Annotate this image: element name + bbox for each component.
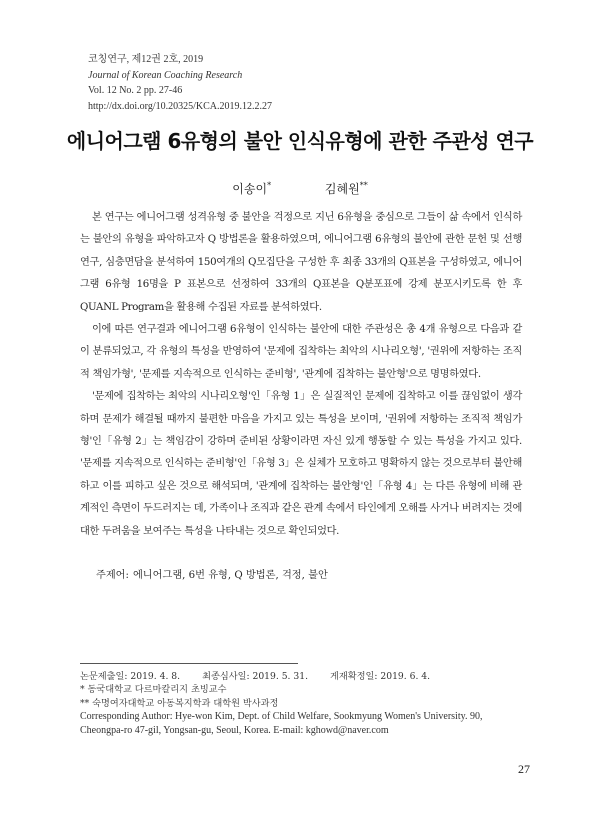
keywords-text: 에니어그램, 6번 유형, Q 방법론, 걱정, 불안	[132, 570, 328, 581]
author-1-mark: *	[267, 181, 272, 190]
abstract-paragraph-2: 이에 따른 연구결과 에니어그램 6유형이 인식하는 불안에 대한 주관성은 총 4개 유형으로 다음과 같이 분류되었고, 각 유형의 특성을 반영하여 '문제에 집착하는 최악의 시나리오형', '권위에 저항하는 조직적 책임가형', '문제를 지속적으로 인식하는 준비형', '관계에 집착하는 불안형'으로 명명하였다.	[80, 324, 522, 380]
accepted-date: 게재확정일: 2019. 6. 4.	[330, 671, 431, 682]
abstract-paragraph-3: '문제에 집착하는 최악의 시나리오형'인「유형 1」은 실질적인 문제에 집착하고 이를 끊임없이 생각하며 문제가 해결될 때까지 불편한 마음을 가지고 있는 특성을 보이며, '권위에 저항하는 조직적 책임가형'인「유형 2」는 책임감이 강하며 준비된 상황이라면 자신 있게 행동할 수 있는 특성을 가지고 있다. '문제를 지속적으로 인식하는 준비형'인「유형 3」은 실체가 모호하고 명확하지 않는 것으로부터 불안해하고 이를 피하고 싶은 것으로 해석되며, '관계에 집착하는 불안형'인「유형 4」는 다른 유형에 비해 관계적인 측면이 두드러지는 데, 가족이나 조직과 같은 관계 속에서 타인에게 오해를 사거나 버려지는 것에 대한 두려움을 보여주는 특성을 나타내는 것으로 확인되었다.	[80, 391, 522, 537]
affiliation-2: ** 숙명여자대학교 아동복지학과 대학원 박사과정	[80, 697, 279, 709]
corresponding-author-line-2: Cheongpa-ro 47-gil, Yongsan-gu, Seoul, Korea. E-mail: kghowd@naver.com	[80, 724, 389, 736]
submission-dates	[80, 670, 530, 683]
author-1-name: 이송이	[232, 182, 268, 196]
journal-name: Journal of Korean Coaching Research	[88, 69, 243, 81]
page-number: 27	[518, 762, 530, 776]
reviewed-date: 최종심사일: 2019. 5. 31.	[202, 671, 308, 682]
abstract	[80, 207, 522, 543]
author-2-mark: **	[359, 181, 368, 190]
corresponding-author-line-1: Corresponding Author: Hye-won Kim, Dept. of Child Welfare, Sookmyung Women's University. 90,	[80, 711, 483, 723]
footnote-divider	[80, 663, 298, 664]
footnotes	[80, 670, 530, 737]
journal-issue: 코칭연구, 제12권 2호, 2019	[88, 54, 204, 65]
author-2-name: 김혜원	[324, 182, 360, 196]
keywords-label: 주제어:	[96, 570, 129, 581]
author-2	[325, 182, 368, 196]
affiliation-1: * 동국대학교 다르마칼리지 초빙교수	[80, 684, 227, 696]
paper-title: 에니어그램 6유형의 불안 인식유형에 관한 주관성 연구	[66, 129, 534, 153]
journal-volume: Vol. 12 No. 2 pp. 27-46	[88, 85, 183, 96]
author-line	[60, 180, 540, 197]
author-1	[232, 182, 271, 196]
keywords	[96, 566, 516, 581]
doi-link[interactable]: http://dx.doi.org/10.20325/KCA.2019.12.2.27	[88, 100, 272, 112]
journal-header	[88, 52, 528, 114]
received-date: 논문제출일: 2019. 4. 8.	[80, 671, 181, 682]
abstract-paragraph-1: 본 연구는 에니어그램 성격유형 중 불안을 걱정으로 지닌 6유형을 중심으로 그들이 삶 속에서 인식하는 불안의 유형을 파악하고자 Q 방법론을 활용하였으며, 에니어그램 6유형의 불안에 관한 문헌 및 선행연구, 심층면담을 분석하여 150여개의 Q모집단을 구성한 후 최종 33개의 Q표본을 구성하였고, 에니어그램 6유형 16명을 P 표본으로 선정하여 33개의 Q표본을 Q분포표에 강제 분포시키도록 한 후 QUANL Program을 활용해 수집된 자료를 분석하였다.	[80, 212, 522, 313]
